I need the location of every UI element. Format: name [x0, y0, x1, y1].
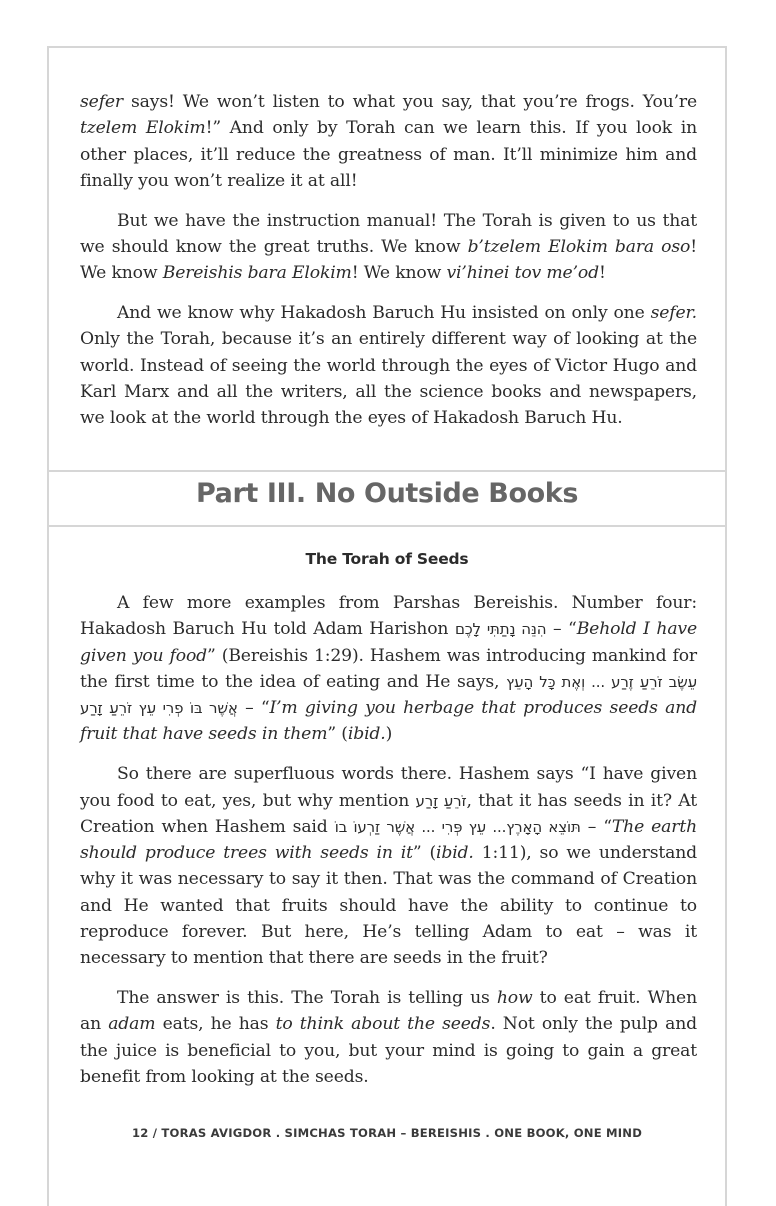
text-span: So there are superfluous words there. Hashem says “I have given you food to eat, yes, but why mention	[80, 764, 697, 811]
italic-span: tzelem Elokim	[80, 118, 206, 139]
text-span: to eat fruit. When an	[80, 988, 697, 1035]
paragraph-6	[80, 985, 697, 1090]
divider-bottom	[47, 525, 727, 527]
text-span: – “	[546, 619, 577, 640]
text-span: eats, he has	[155, 1014, 276, 1035]
paragraph-2	[80, 208, 697, 287]
text-span: ! We know	[80, 236, 698, 284]
italic-span: The earth should produce trees with seeds in it	[80, 816, 698, 864]
italic-span: I’m giving you herbage that produces seeds and fruit that have seeds in them	[80, 698, 697, 745]
paragraph-5	[80, 761, 697, 971]
hebrew-span: זֹרֵעַ זָרַע	[415, 791, 467, 810]
italic-span: Bereishis bara Elokim	[162, 263, 352, 284]
italic-span: adam	[108, 1014, 156, 1035]
text-span: !” And only by Torah can we learn this. If you look in other places, it’ll reduce the greatness of man. It’ll minimize him and finally you won’t realize it at all!	[80, 118, 697, 191]
part-heading: Part III. No Outside Books	[196, 478, 578, 509]
paragraph-4	[80, 590, 697, 748]
top-text-block	[80, 89, 697, 445]
text-span: ” (	[412, 843, 437, 864]
text-span: )	[385, 724, 393, 745]
text-span: – “	[580, 816, 612, 837]
italic-span: ibid.	[347, 724, 386, 745]
hebrew-span: תּוֹצֵא הָאָרֶץ... עֵץ פְּרִי ... אֲשֶׁר זַרְעוֹ בוֹ	[334, 817, 581, 836]
text-span: ! We know	[351, 263, 447, 284]
text-span: Only the Torah, because it’s an entirely different way of looking at the world. Instead of seeing the world through the eyes of Victor Hugo and Karl Marx and all the writers, all the science books and newspapers, we look at the world through the eyes of Hakadosh Baruch Hu.	[80, 329, 697, 429]
text-span: – “	[237, 698, 270, 719]
divider-top	[47, 470, 727, 472]
text-span: A few more examples from Parshas Bereishis. Number four: Hakadosh Baruch Hu told Adam Harishon	[80, 593, 697, 640]
text-span: 1:11), so we understand why it was necessary to say it then. That was the command of Creation and He wanted that fruits should have the ability to continue to reproduce forever. But here, He’s telling Adam to eat – was it necessary to mention that there are seeds in the fruit?	[80, 843, 697, 969]
text-span: And we know why Hakadosh Baruch Hu insisted on only one	[117, 303, 651, 324]
italic-span: b’tzelem Elokim bara oso	[467, 236, 691, 257]
italic-span: vi’hinei tov me’od	[446, 263, 599, 284]
text-span: , that it has seeds in it? At Creation when Hashem said	[80, 790, 698, 837]
bottom-text-block	[80, 590, 697, 1104]
text-span: The answer is this. The Torah is telling us	[117, 988, 497, 1009]
section-heading: The Torah of Seeds	[305, 550, 469, 568]
text-span: But we have the instruction manual! The Torah is given to us that we should know the great truths. We know	[80, 210, 697, 257]
hebrew-span: הִנֵּה נָתַתִּי לָכֶם	[454, 620, 547, 639]
italic-span: Behold I have given you food	[80, 619, 697, 666]
text-span: . Not only the pulp and the juice is beneficial to you, but your mind is going to gain a great benefit from looking at the seeds.	[80, 1014, 697, 1088]
text-span: !	[598, 263, 606, 284]
italic-span: ibid.	[436, 843, 474, 864]
hebrew-span: עֵשֶׂב זֹרֵעַ זֶרַע ... וְאֶת כָּל הָעֵץ אֲשֶׁר בּוֹ פְרִי עֵץ זֹרֵעַ זָרַע	[80, 672, 698, 718]
text-span: ” (Bereishis 1:29). Hashem was introducing mankind for the first time to the idea of eating and He says,	[80, 645, 697, 692]
text-span: ” (	[327, 724, 348, 745]
italic-span: sefer.	[650, 303, 697, 324]
italic-span: to think about the seeds	[275, 1014, 491, 1035]
italic-span: sefer	[80, 92, 123, 112]
page-footer: 12 / TORAS AVIGDOR . SIMCHAS TORAH – BEREISHIS . ONE BOOK, ONE MIND	[131, 1126, 643, 1140]
text-span: says! We won’t listen to what you say, that you’re frogs. You’re	[123, 92, 697, 112]
paragraph-1	[80, 89, 697, 194]
paragraph-3	[80, 300, 697, 431]
italic-span: how	[496, 988, 533, 1009]
